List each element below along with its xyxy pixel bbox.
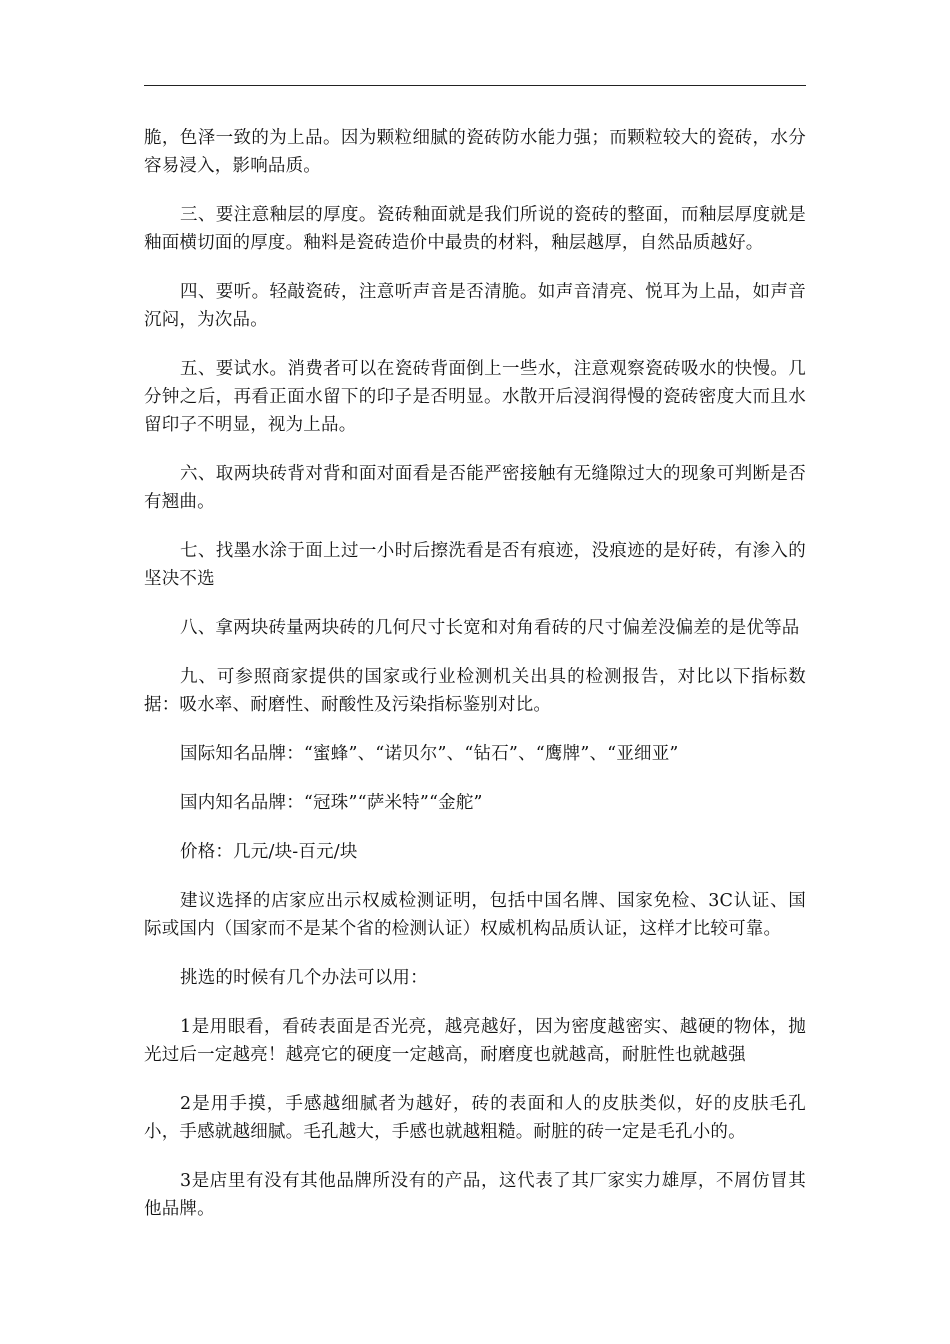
- paragraph-size-deviation: 八、拿两块砖量两块砖的几何尺寸长宽和对角看砖的尺寸偏差没偏差的是优等品: [180, 618, 800, 638]
- paragraph-water-test: 五、要试水。消费者可以在瓷砖背面倒上一些水，注意观察瓷砖吸水的快慢。几分钟之后，再看正面水留下的印子是否明显。水散开后浸润得慢的瓷砖密度大而且水留印子不明显，视为上品。: [144, 359, 806, 435]
- document-body: [144, 124, 806, 1244]
- paragraph-price: 价格：几元/块-百元/块: [180, 842, 358, 862]
- paragraph-warp-check: 六、取两块砖背对背和面对面看是否能严密接触有无缝隙过大的现象可判断是否有翘曲。: [144, 464, 806, 512]
- paragraph-international-brands: 国际知名品牌：“蜜蜂”、“诺贝尔”、“钻石”、“鹰牌”、“亚细亚”: [180, 744, 679, 764]
- header-divider: [144, 85, 806, 86]
- paragraph-ink-test: 七、找墨水涂于面上过一小时后擦洗看是否有痕迹，没痕迹的是好砖，有渗入的坚决不选: [144, 541, 806, 589]
- paragraph-domestic-brands: 国内知名品牌：“冠珠”“萨米特”“金舵”: [180, 793, 483, 813]
- paragraph-continuation: 脆，色泽一致的为上品。因为颗粒细腻的瓷砖防水能力强；而颗粒较大的瓷砖，水分容易浸入，影响品质。: [144, 128, 806, 176]
- paragraph-certification: 建议选择的店家应出示权威检测证明，包括中国名牌、国家免检、3C认证、国际或国内（国家而不是某个省的检测认证）权威机构品质认证，这样才比较可靠。: [144, 891, 806, 939]
- paragraph-glaze-thickness: 三、要注意釉层的厚度。瓷砖釉面就是我们所说的瓷砖的整面，而釉层厚度就是釉面横切面的厚度。釉料是瓷砖造价中最贵的材料，釉层越厚，自然品质越好。: [144, 205, 806, 253]
- paragraph-methods-intro: 挑选的时候有几个办法可以用：: [180, 968, 428, 988]
- paragraph-method-touch: 2是用手摸，手感越细腻者为越好，砖的表面和人的皮肤类似，好的皮肤毛孔小，手感就越细腻。毛孔越大，手感也就越粗糙。耐脏的砖一定是毛孔小的。: [144, 1094, 806, 1142]
- paragraph-listen: 四、要听。轻敲瓷砖，注意听声音是否清脆。如声音清亮、悦耳为上品，如声音沉闷，为次品。: [144, 282, 806, 330]
- paragraph-test-report: 九、可参照商家提供的国家或行业检测机关出具的检测报告，对比以下指标数据：吸水率、耐磨性、耐酸性及污染指标鉴别对比。: [144, 667, 806, 715]
- paragraph-method-unique: 3是店里有没有其他品牌所没有的产品，这代表了其厂家实力雄厚，不屑仿冒其他品牌。: [144, 1171, 806, 1219]
- paragraph-method-look: 1是用眼看，看砖表面是否光亮，越亮越好，因为密度越密实、越硬的物体，抛光过后一定越亮！越亮它的硬度一定越高，耐磨度也就越高，耐脏性也就越强: [144, 1017, 806, 1065]
